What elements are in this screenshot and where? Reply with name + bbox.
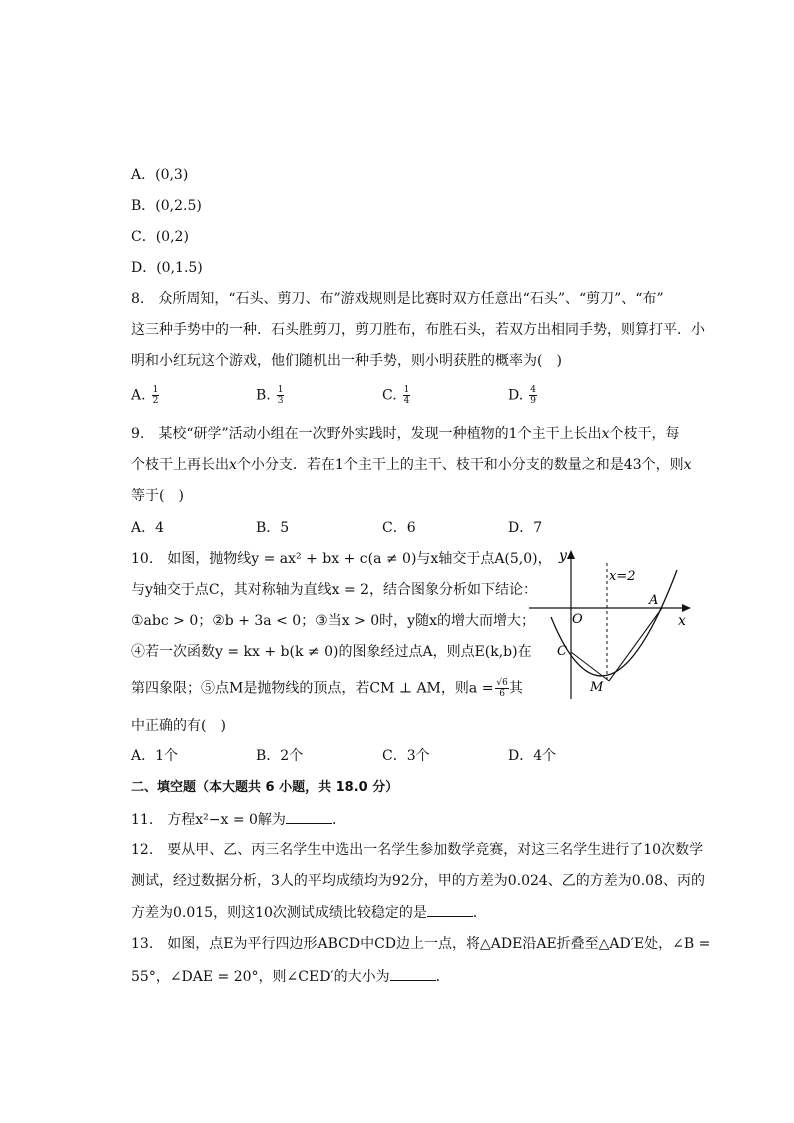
q8-option-d: [508, 385, 537, 406]
q10-line-5: [131, 678, 523, 699]
text: ．: [435, 969, 450, 985]
q12-line-2: 测试，经过数据分析，3人的平均成绩均为92分，甲的方差为0.024、乙的方差为0.08、丙的: [131, 873, 705, 889]
q13-line-1: 13. 如图，点E为平行四边形ABCD中CD边上一点，将△ADE沿AE折叠至△AD′E处，∠B =: [131, 936, 711, 952]
section-header: 二、填空题（本大题共 6 小题，共 18.0 分）: [131, 780, 399, 795]
q10-line-3: ①abc > 0；②b + 3a < 0；③当x > 0时，y随x的增大而增大；: [131, 613, 535, 629]
text: 个枝干，每: [609, 426, 680, 442]
fraction-numerator: 1: [152, 385, 159, 395]
fraction-numerator: 4: [530, 385, 536, 395]
q8-line-2: 这三种手势中的一种．石头胜剪刀，剪刀胜布，布胜石头，若双方出相同手势，则算打平．小: [131, 322, 705, 338]
fraction: [495, 678, 508, 699]
parabola-figure: [525, 545, 695, 705]
fraction-denominator: 2: [152, 396, 159, 406]
fraction-numerator: 1: [277, 385, 284, 395]
fraction-denominator: 6: [499, 689, 506, 699]
option-letter: B.: [256, 387, 271, 404]
fraction: [529, 385, 537, 406]
q7-option-b: B．(0,2.5): [131, 198, 202, 214]
q9-option-c: C．6: [382, 520, 416, 536]
text: 其: [508, 680, 523, 697]
text: 55°，∠DAE = 20°，则∠CED′的大小为: [131, 969, 390, 985]
q7-option-c: C．(0,2): [131, 229, 189, 245]
label-m: M: [590, 680, 604, 695]
text: 个小分支．若在1个主干上的主干、枝干和小分支的数量之和是43个，则: [236, 457, 684, 473]
text: 11. 方程x²−x = 0解为: [131, 812, 286, 828]
q7-option-d: D．(0,1.5): [131, 260, 203, 276]
option-letter: C.: [382, 387, 397, 404]
y-axis-arrow: [567, 550, 575, 559]
parabola-curve: [551, 570, 677, 676]
q10-option-b: B．2个: [256, 748, 304, 764]
q12-line-3: [131, 902, 487, 923]
q12-line-1: 12. 要从甲、乙、丙三名学生中选出一名学生参加数学竞赛，对这三名学生进行了10次数学: [131, 842, 704, 858]
text: 第四象限；⑤点M是抛物线的顶点，若CM ⊥ AM，则a =: [131, 680, 494, 697]
math-variable: x: [601, 426, 610, 442]
q10-line-6: 中正确的有( ): [131, 718, 226, 734]
fraction-denominator: 3: [277, 396, 284, 406]
segment-am: [609, 608, 662, 681]
x-axis-arrow: [682, 604, 691, 612]
q8-option-b: [256, 385, 284, 406]
label-a: A: [649, 593, 659, 608]
q8-option-a: [131, 385, 159, 406]
q9-option-a: A．4: [131, 520, 165, 536]
q9-option-b: B．5: [256, 520, 290, 536]
q9-line-2: [131, 455, 692, 475]
q10-line-4: ④若一次函数y = kx + b(k ≠ 0)的图象经过点A，则点E(k,b)在: [131, 644, 532, 660]
math-variable: x: [229, 457, 237, 473]
q8-option-c: [382, 385, 410, 406]
q13-line-2: [131, 966, 450, 987]
answer-blank: [427, 902, 473, 917]
q9-line-3: 等于( ): [131, 488, 184, 504]
text: 9. 某校“研学”活动小组在一次野外实践时，发现一种植物的1个主干上长出: [131, 426, 602, 442]
q10-line-2: 与y轴交于点C，其对称轴为直线x = 2，结合图象分析如下结论：: [131, 582, 538, 598]
segment-cm: [571, 652, 609, 681]
text: ．: [472, 905, 487, 921]
math-variable: x: [683, 457, 692, 473]
label-x: x: [678, 613, 686, 629]
option-letter: A.: [131, 387, 146, 404]
q10-option-a: A．1个: [131, 748, 179, 764]
text: 个枝干上再长出: [131, 457, 229, 473]
fraction: [403, 385, 411, 406]
option-letter: D.: [508, 387, 524, 404]
q8-line-1: 8. 众所周知，“石头、剪刀、布”游戏规则是比赛时双方任意出“石头”、“剪刀”、“布”: [131, 291, 664, 307]
answer-blank: [390, 966, 436, 981]
q10-option-c: C．3个: [382, 748, 430, 764]
text: ．: [331, 812, 346, 828]
label-c: C: [557, 644, 567, 659]
q10-line-1: 10. 如图，抛物线y = ax² + bx + c(a ≠ 0)与x轴交于点A(5,0)，: [131, 551, 552, 567]
fraction-numerator: √6: [496, 678, 508, 688]
q10-option-d: D．4个: [508, 748, 557, 764]
fraction-denominator: 4: [403, 396, 410, 406]
answer-blank: [286, 809, 332, 824]
label-y: y: [559, 548, 567, 564]
fraction-denominator: 9: [530, 396, 536, 406]
q9-option-d: D．7: [508, 520, 543, 536]
text: 方差为0.015，则这10次测试成绩比较稳定的是: [131, 905, 427, 921]
label-axis: x=2: [609, 569, 636, 584]
fraction: [152, 385, 160, 406]
q9-line-1: [131, 424, 679, 444]
label-o: O: [572, 612, 583, 627]
q8-line-3: 明和小红玩这个游戏，他们随机出一种手势，则小明获胜的概率为( ): [131, 353, 562, 369]
fraction-numerator: 1: [403, 385, 410, 395]
q11: [131, 809, 346, 830]
q7-option-a: A．(0,3): [131, 167, 189, 183]
fraction: [277, 385, 285, 406]
